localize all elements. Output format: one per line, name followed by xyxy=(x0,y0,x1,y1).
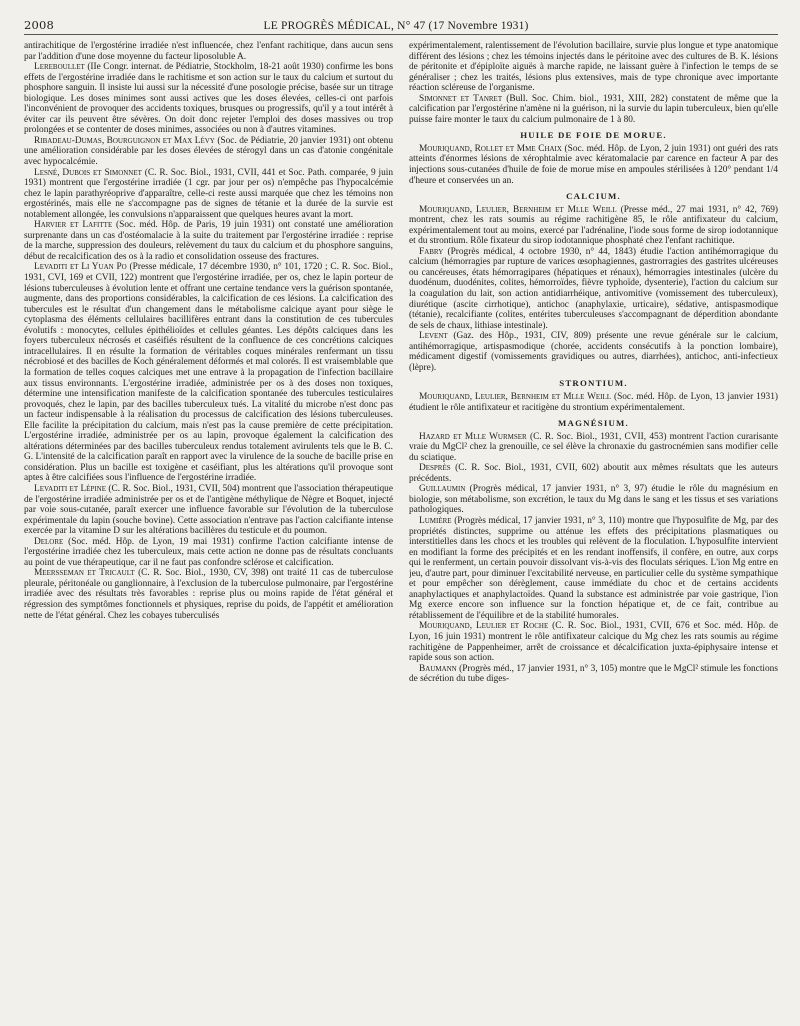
paragraph-text: (Bull. Soc. Chim. biol., 1931, XIII, 282) constatent de même que la calcification par l'ergostérine n'amène ni la guérison, ni la survie du lapin tuberculeux, bien qu'elle puisse faire monter le taux du calcium pulmonaire de 1 à 80. xyxy=(409,93,778,125)
article-paragraph xyxy=(409,41,778,94)
author-names: Fabry xyxy=(419,246,444,257)
article-paragraph xyxy=(409,392,778,413)
paragraph-text: (Progrès médical, 4 octobre 1930, n° 44, 1843) étudie l'action antihémorragique du calcium (hémorragies par rupture de varices œsophagiennes, gastrorragies des gastrites ulcéreuses ou cancéreuses, états hémorragipares (hépatiques et rénaux), hémorragies intestinales (ulcère du duodénum, duodénites, colites, hémorroïdes, fièvre typhoïde, dysenterie), l'action du calcium sur la coagulation du lait, son action antidiarrhéique, antivomitive (vomissement des tuberculeux), diurétique (ascite cirrhotique), antichoc (anaphylaxie, urticaire), sédative, antispasmodique (tétanie), recalcifiante (colites, entérites tuberculeuses s'accompagnant de déperdition abondante de sels de chaux, lithiase intestinale). xyxy=(409,246,778,331)
author-names: Mouriquand, Leulier et Roche xyxy=(419,621,549,632)
article-paragraph xyxy=(24,136,393,168)
article-paragraph xyxy=(409,331,778,373)
author-names: Simonnet et Tanret xyxy=(419,93,503,104)
article-paragraph xyxy=(409,94,778,126)
author-names: Levaditi et Lépine xyxy=(34,483,107,494)
paragraph-text: (Presse médicale, 17 décembre 1930, n° 101, 1720 ; C. R. Soc. Biol., 1931, CVI, 169 et CVII, 122) montrent que l'ergostérine irradiée, per os, chez le lapin porteur de lésions tuberculeuses à évolution lente et offrant une certaine tendance vers la guérison spontanée, augmente, dans des proportions considérables, la calcification de ces lésions. La calcification des tubercules est le résultat d'un changement dans le métabolisme calcique ayant pour siège le cytoplasma des éléments cellulaires bacillifères entrant dans la constitution de ces tubercules évolutifs : monocytes, cellules épithélioïdes et cellules géantes. Les dépôts calciques dans les foyers tuberculeux nécrosés et caséifiés résultent de la confluence de ces concrétions calciques intracellulaires. Il en résulte la formation de véritables coques minérales renfermant un tissu nécrobiosé et des bacilles de Koch généralement déformés et mal colorés. Il est vraisemblable que la formation de telles coques calciques met une entrave à la propagation de l'infection bacillaire aux tissus environnants. L'ergostérine irradiée, administrée per os à des doses non toxiques, détermine une intensification manifeste de la calcification spontanée des tubercules testiculaires provoqués, chez le lapin, par des bacilles tuberculeux tués. La vitalité du microbe n'est donc pas un facteur indispensable à la réalisation du processus de calcification des lésions tuberculeuses. Elle facilite la précipitation du calcium, mais n'est pas la cause première de cette précipitation. L'ergostérine irradiée, administrée per os au lapin, provoque également la calcification des altérations déterminées par des bacilles tuberculeux rendus totalement avirulents tels que le B. C. G. L'intensité de la calcification paraît en rapport avec la virulence de la souche de bacille prise en considération. Plus un bacille est toxigène et caséifiant, plus les altérations qu'il provoque sont aptes à être calcifiées sous l'influence de l'ergostérine irradiée. xyxy=(24,262,393,484)
article-paragraph xyxy=(24,168,393,221)
article-paragraph xyxy=(24,537,393,569)
paragraph-text: (C. R. Soc. Biol., 1931, CVII, 504) montrent que l'association thérapeutique de l'ergostérine irradiée administrée per os et de l'antigène méthylique de Nègre et Boquet, injecté par voie sous-cutanée, paraît exercer une influence favorable sur l'évolution de la tuberculose expérimentale du lapin (souche bovine). Cette association n'entrave pas l'action calcifiante intense exercée par la vitamine D sur les altérations bacillères du testicule et du poumon. xyxy=(24,483,393,537)
author-names: Lereboullet xyxy=(34,62,85,73)
paragraph-text: (Presse méd., 27 mai 1931, n° 42, 769) montrent, chez les rats soumis au régime rachitigène 85, le rôle antifixateur du calcium, expérimentalement tout au moins, exercé par l'adrénaline, l'iode sous forme de sirop iodotannique et du strontium. Rôle fixateur du sirop iodotannique phosphaté chez l'enfant rachitique. xyxy=(409,204,778,247)
left-column xyxy=(24,41,393,1026)
running-title: LE PROGRÈS MÉDICAL, N° 47 (17 Novembre 1931) xyxy=(263,20,529,32)
author-names: Lumière xyxy=(419,515,452,526)
author-names: Meersseman et Tricault xyxy=(34,568,135,579)
author-names: Mouriquand, Leulier, Bernheim et Mlle Weill xyxy=(419,204,617,215)
article-paragraph xyxy=(24,41,393,62)
section-heading: STRONTIUM. xyxy=(559,378,628,389)
article-paragraph xyxy=(409,463,778,484)
page-number: 2008 xyxy=(24,18,55,32)
author-names: Lesné, Dubois et Simonnet xyxy=(34,167,142,178)
author-names: Desprès xyxy=(419,463,451,474)
text-columns xyxy=(24,41,778,1026)
author-names: Levaditi et Li Yuan Po xyxy=(34,262,127,273)
article-paragraph xyxy=(409,205,778,247)
author-names: Mouriquand, Rollet et Mme Chaix xyxy=(419,143,562,154)
author-names: Delore xyxy=(34,536,64,547)
section-heading: CALCIUM. xyxy=(566,191,621,202)
paragraph-text: (C. R. Soc. Biol., 1930, CV, 398) ont traité 11 cas de tuberculose pleurale, péritonéale ou ganglionnaire, à l'exclusion de la tuberculose pulmonaire, par l'ergostérine irradiée avec des résultats très favorables : reprise plus ou moins rapide de l'état général et régression des symptômes fonctionnels et physiques, reprise du poids, de l'appétit et amélioration nette de l'état général. Chez les cobayes tuberculisés xyxy=(24,568,393,621)
paragraph-text: (IIe Congr. internat. de Pédiatrie, Stockholm, 18-21 août 1930) confirme les bons effets de l'ergostérine irradiée dans le rachitisme et son action sur le taux du calcium et surtout du phosphore sanguin. Il insiste lui aussi sur la nécessité d'une posologie précise, basée sur un titrage biologique. Les doses minimes sont aussi actives que les doses élevées, celles-ci ont parfois l'inconvénient de provoquer des accidents toxiques, brusques ou progressifs, qu'il y a tout intérêt à éviter car ils peuvent être sévères. On doit donc rejeter l'emploi des doses massives ou trop prolongées et se contenter de doses minimes, associées ou non à d'autres vitamines. xyxy=(24,62,393,136)
paragraph-text: antirachitique de l'ergostérine irradiée n'est influencée, chez l'enfant rachitique, dans aucun sens par l'addition d'une dose moyenne du facteur liposoluble A. xyxy=(24,41,393,62)
article-paragraph xyxy=(409,484,778,516)
author-names: Ribadeau-Dumas, Bourguignon et Max Lévy xyxy=(34,135,215,146)
article-paragraph xyxy=(24,262,393,483)
section-heading: HUILE DE FOIE DE MORUE. xyxy=(520,130,667,141)
author-names: Hazard et Mlle Wurmser xyxy=(419,431,527,442)
article-paragraph xyxy=(409,144,778,186)
article-paragraph xyxy=(409,664,778,685)
article-paragraph xyxy=(409,247,778,331)
paragraph-text: (C. R. Soc. Biol., 1931, CVII, 453) montrent l'action curarisante vraie du MgCl² chez la grenouille, ce sel élève la chronaxie du gastrocnémien sans modifier celle du sciatique. xyxy=(409,431,778,463)
paragraph-text: (Progrès médical, 17 janvier 1931, n° 3, 110) montre que l'hyposulfite de Mg, par des propriétés distinctes, supprime ou atténue les effets des précipitations plasmatiques ou interstitielles dans les chocs et les troubles qui relèvent de la floculation. L'hyposulfite intervient en modifiant la forme des précipités et en les rendant inoffensifs, il confère, en outre, aux corps qui le renferment, un certain pouvoir dissolvant vis-à-vis des floculats sériques. L'ion Mg entre en jeu, d'autre part, pour diminuer l'excitabilité nerveuse, en particulier celle du système sympathique et pour empêcher son dérèglement, cause immédiate du choc et de certains accidents anaphylactiques et anaphylactoïdes. Quand la substance est administrée par voie gastrique, l'ion Mg exerce encore son influence sur la fonction hépatique et, de ce fait, contribue au rétablissement de l'équilibre et de la stabilité humorales. xyxy=(409,515,778,621)
article-paragraph xyxy=(24,484,393,537)
header-rule xyxy=(24,34,778,35)
paragraph-text: (Soc. méd. Hôp. de Lyon, 13 janvier 1931) étudient le rôle antifixateur et racitigène du strontium expérimentalement. xyxy=(409,391,778,413)
author-names: Harvier et Lafitte xyxy=(34,220,113,231)
article-paragraph xyxy=(409,516,778,621)
paragraph-text: expérimentalement, ralentissement de l'évolution bacillaire, survie plus longue et type anatomique différent des lésions ; chez les témoins injectés dans le péritoine avec des cultures de B. K. lésions de péritonite et d'épiploïte aiguës à marche rapide, ne laissant guère à l'infection le temps de se généraliser ; chez les traités, lésions plus extensives, mais de type chronique avec importante réaction scléreuse de l'organisme. xyxy=(409,41,778,94)
article-paragraph xyxy=(24,62,393,136)
paragraph-text: (Soc. méd. Hôp. de Paris, 19 juin 1931) ont constaté une amélioration surprenante dans un cas d'ostéomalacie à la suite du traitement par l'ergostérine irradiée : reprise de la marche, suppression des douleurs, relèvement du taux du calcium et du phosphore sanguins, début de recalcification des os à la radio et consolidation osseuse des fractures. xyxy=(24,220,393,262)
paragraph-text: (C. R. Soc. Biol., 1931, CVII, 676 et Soc. méd. Hôp. de Lyon, 16 juin 1931) montrent le rôle antifixateur calcique du Mg chez les rats soumis au régime rachitigène de Pappenheimer, arrêt de croissance et décalcification juxta-épiphysaire intense et rapide sous son action. xyxy=(409,621,778,664)
paragraph-text: (C. R. Soc. Biol., 1931, CVII, 602) aboutit aux mêmes résultats que les auteurs précédents. xyxy=(409,463,778,484)
section-heading: MAGNÉSIUM. xyxy=(558,418,629,429)
author-names: Baumann xyxy=(419,663,457,674)
paragraph-text: (Soc. méd. Hôp. de Lyon, 2 juin 1931) ont guéri des rats atteints d'énormes lésions de xérophtalmie avec kératomalacie par carence en facteur A par des injections sous-cutanées d'huile de foie de morue mise en ampoules stérilisées à 120° pendant 1/4 d'heure et conservées un an. xyxy=(409,143,778,186)
right-column xyxy=(409,41,778,1026)
article-paragraph xyxy=(24,220,393,262)
paragraph-text: (Progrès méd., 17 janvier 1931, n° 3, 105) montre que le MgCl² stimule les fonctions de sécrétion du tube diges- xyxy=(409,663,778,685)
paragraph-text: (Soc. de Pédiatrie, 20 janvier 1931) ont obtenu une amélioration considérable par les doses élevées de stérogyl dans un cas d'atonie congénitale avec hypocalcémie. xyxy=(24,135,393,168)
author-names: Guillaumin xyxy=(419,484,466,495)
article-paragraph xyxy=(409,432,778,464)
author-names: Levent xyxy=(419,331,448,342)
article-paragraph xyxy=(24,568,393,621)
page-header xyxy=(24,18,778,32)
paragraph-text: (C. R. Soc. Biol., 1931, CVII, 441 et Soc. Path. comparée, 9 juin 1931) montrent que l'ergostérine irradiée (1 cgr. par jour per os) n'empêche pas l'hypocalcémie chez le lapin parathyréoprive d'apparaître, celle-ci reste aussi marquée que chez les témoins non ergostérinés, mais elle ne s'accompagne pas de signes de tétanie et la durée de la survie est notablement allongée, les convulsions n'apparaissent que quelques heures avant la mort. xyxy=(24,167,393,220)
paragraph-text: (Progrès médical, 17 janvier 1931, n° 3, 97) étudie le rôle du magnésium en biologie, son métabolisme, son excrétion, le taux du Mg dans le sang et les tissus et ses variations pathologiques. xyxy=(409,484,778,516)
paragraph-text: (Gaz. des Hôp., 1931, CIV, 809) présente une revue générale sur le calcium, antihémorragique, artispasmodique (chorée, accidents consécutifs à la ponction lombaire), médicament digestif (vomissements gravidiques ou autres, diarrhées), antichoc, anti-infectieux (lèpre). xyxy=(409,331,778,373)
author-names: Mouriquand, Leulier, Bernheim et Mlle Weill xyxy=(419,391,612,402)
paragraph-text: (Soc. méd. Hôp. de Lyon, 19 mai 1931) confirme l'action calcifiante intense de l'ergostérine irradiée chez les tuberculeux, mais cette action ne donne pas de résultats concluants au point de vue thérapeutique, car il ne faut pas confondre sclérose et calcification. xyxy=(24,536,393,568)
article-paragraph xyxy=(409,621,778,663)
